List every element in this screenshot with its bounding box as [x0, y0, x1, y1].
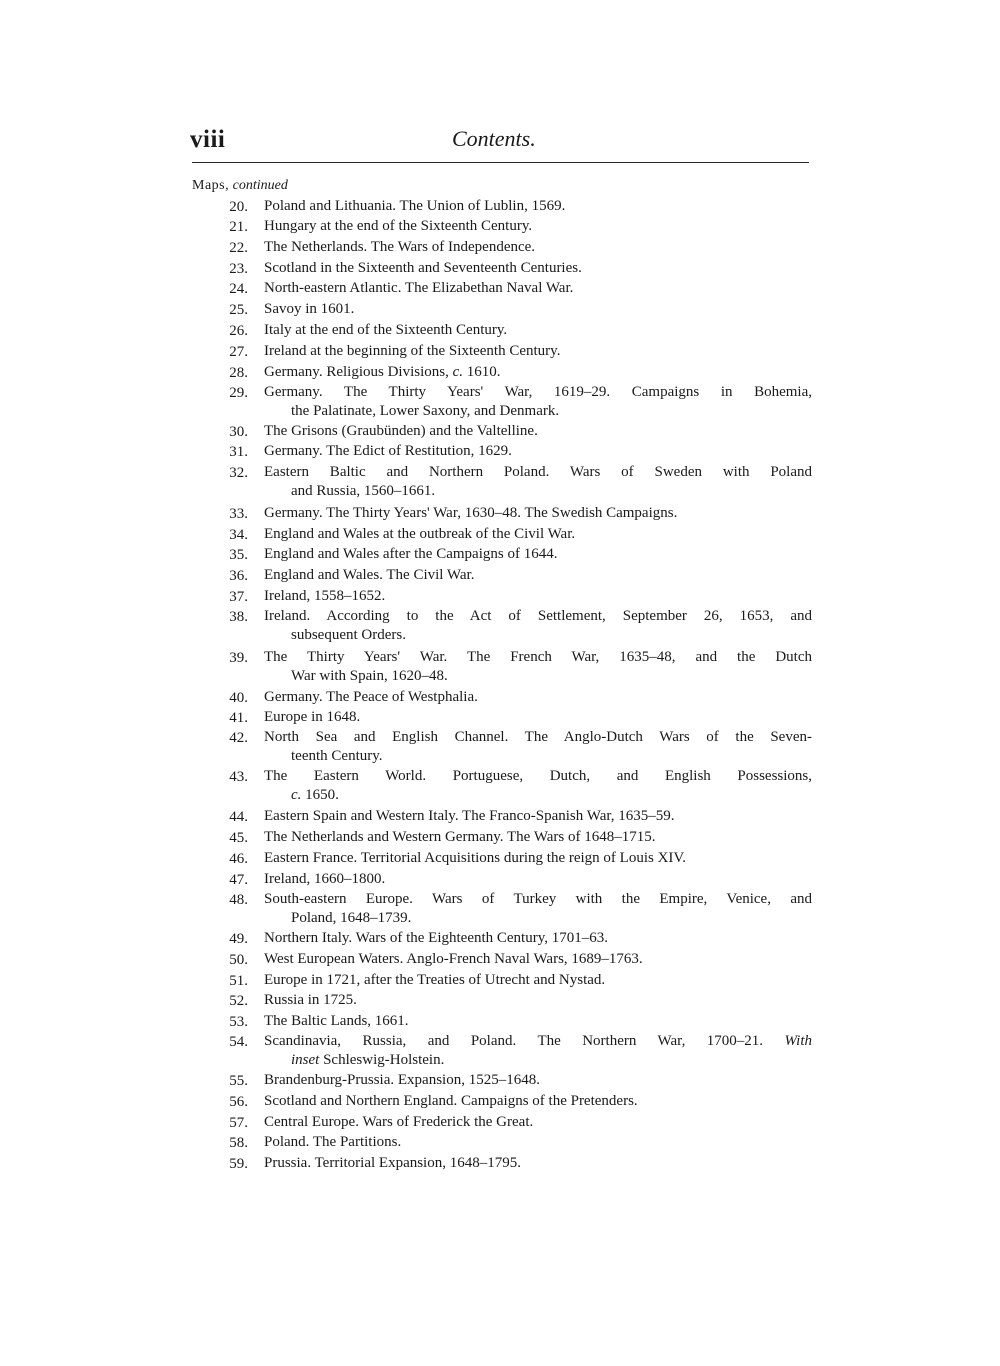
entry-title [264, 807, 812, 826]
entry-line: England and Wales after the Campaigns of 1644. [264, 546, 558, 562]
entry-line: Scandinavia, Russia, and Poland. The Northern War, 1700–21. With [264, 1033, 812, 1049]
entry-line: Prussia. Territorial Expansion, 1648–1795. [264, 1155, 521, 1171]
entry-line: The Grisons (Graubünden) and the Valtelline. [264, 423, 538, 439]
entry-title [264, 648, 812, 686]
entry-title [264, 1032, 812, 1070]
entry-title [264, 1071, 812, 1090]
entry-line: Ireland at the beginning of the Sixteenth Century. [264, 343, 561, 359]
entry-line-part: Germany. Religious Divisions, [264, 364, 453, 380]
entry-number: 48. [229, 892, 248, 908]
entry-line: and Russia, 1560–1661. [291, 483, 436, 499]
entry-title [264, 363, 812, 382]
entry-number: 31. [229, 444, 248, 460]
entry-number: 23. [229, 261, 248, 277]
entry-title [264, 525, 812, 544]
entry-number: 39. [229, 650, 248, 666]
entry-line: inset Schleswig-Holstein. [291, 1052, 445, 1068]
entry-number: 55. [229, 1073, 248, 1089]
entry-title [264, 463, 812, 501]
entry-title [264, 767, 812, 805]
entry-title [264, 545, 812, 564]
entry-number: 24. [229, 281, 248, 297]
entry-title [264, 828, 812, 847]
entry-title [264, 950, 812, 969]
entry-number: 40. [229, 690, 248, 706]
entry-number: 29. [229, 385, 248, 401]
entry-number: 51. [229, 973, 248, 989]
entry-number: 32. [229, 465, 248, 481]
entry-title [264, 708, 812, 727]
entry-title [264, 342, 812, 361]
entry-title [264, 849, 812, 868]
entry-line: Hungary at the end of the Sixteenth Century. [264, 218, 533, 234]
entry-line: Ireland. According to the Act of Settlement, September 26, 1653, and [264, 608, 812, 624]
entry-line: War with Spain, 1620–48. [291, 668, 448, 684]
entry-title [264, 504, 812, 523]
entry-title [264, 238, 812, 257]
entry-line: The Netherlands. The Wars of Independence. [264, 239, 536, 255]
entry-number: 20. [229, 199, 248, 215]
entry-line: Poland and Lithuania. The Union of Lublin, 1569. [264, 198, 566, 214]
entry-line: Northern Italy. Wars of the Eighteenth Century, 1701–63. [264, 930, 608, 946]
section-label-continued: continued [232, 178, 288, 193]
entry-line: The Thirty Years' War. The French War, 1635–48, and the Dutch [264, 649, 812, 665]
entry-line: subsequent Orders. [291, 627, 406, 643]
entry-number: 36. [229, 568, 248, 584]
entry-number: 57. [229, 1115, 248, 1131]
entry-line: Russia in 1725. [264, 992, 357, 1008]
entry-line: Germany. The Thirty Years' War, 1630–48. The Swedish Campaigns. [264, 505, 678, 521]
entry-line: Central Europe. Wars of Frederick the Great. [264, 1114, 534, 1130]
entry-line: England and Wales. The Civil War. [264, 567, 475, 583]
entry-title [264, 442, 812, 461]
entry-line: Eastern France. Territorial Acquisitions during the reign of Louis XIV. [264, 850, 687, 866]
running-title: Contents. [452, 126, 536, 151]
entry-line: England and Wales at the outbreak of the Civil War. [264, 526, 576, 542]
entry-line: The Baltic Lands, 1661. [264, 1013, 409, 1029]
entry-number: 49. [229, 931, 248, 947]
entry-number: 50. [229, 952, 248, 968]
entry-line: Eastern Baltic and Northern Poland. Wars of Sweden with Poland [264, 464, 812, 480]
entry-number: 37. [229, 589, 248, 605]
italic-text: inset [291, 1052, 320, 1068]
entry-number: 27. [229, 344, 248, 360]
entry-title [264, 971, 812, 990]
entry-number: 41. [229, 710, 248, 726]
entry-line: Poland. The Partitions. [264, 1134, 402, 1150]
italic-text: With [784, 1033, 812, 1049]
entry-number: 44. [229, 809, 248, 825]
entry-title [264, 1113, 812, 1132]
entry-title [264, 1133, 812, 1152]
entry-number: 45. [229, 830, 248, 846]
entry-line: Europe in 1721, after the Treaties of Utrecht and Nystad. [264, 972, 606, 988]
entry-number: 26. [229, 323, 248, 339]
entry-number: 25. [229, 302, 248, 318]
entry-number: 43. [229, 769, 248, 785]
entry-line: Germany. The Thirty Years' War, 1619–29. Campaigns in Bohemia, [264, 384, 812, 400]
entry-line: Eastern Spain and Western Italy. The Franco-Spanish War, 1635–59. [264, 808, 675, 824]
entry-title [264, 607, 812, 645]
section-label-maps: Maps, [192, 178, 230, 193]
page-number: viii [190, 126, 226, 153]
entry-title [264, 1012, 812, 1031]
entry-line: Scotland in the Sixteenth and Seventeenth Centuries. [264, 260, 582, 276]
entry-line: Italy at the end of the Sixteenth Century. [264, 322, 508, 338]
entry-line-part: c. [452, 364, 464, 380]
entry-line: c. 1650. [291, 787, 339, 803]
entry-number: 28. [229, 365, 248, 381]
entry-title [264, 259, 812, 278]
entry-line: Ireland, 1660–1800. [264, 871, 386, 887]
entry-line: Brandenburg-Prussia. Expansion, 1525–1648. [264, 1072, 540, 1088]
entry-line: North-eastern Atlantic. The Elizabethan Naval War. [264, 280, 574, 296]
entry-title [264, 870, 812, 889]
entry-number: 33. [229, 506, 248, 522]
entry-line-part: 1610. [463, 364, 501, 380]
entry-title [264, 383, 812, 421]
entry-line: The Eastern World. Portuguese, Dutch, and English Possessions, [264, 768, 812, 784]
entry-title [264, 587, 812, 606]
entry-number: 34. [229, 527, 248, 543]
entry-number: 22. [229, 240, 248, 256]
entry-title [264, 321, 812, 340]
entry-line: Europe in 1648. [264, 709, 361, 725]
entry-title [264, 300, 812, 319]
entry-line [264, 363, 812, 382]
entry-number: 52. [229, 993, 248, 1009]
entry-line: The Netherlands and Western Germany. The Wars of 1648–1715. [264, 829, 656, 845]
entry-line: South-eastern Europe. Wars of Turkey with the Empire, Venice, and [264, 891, 812, 907]
entry-line: Germany. The Edict of Restitution, 1629. [264, 443, 512, 459]
entry-number: 21. [229, 219, 248, 235]
entry-title [264, 929, 812, 948]
entry-line: the Palatinate, Lower Saxony, and Denmark. [291, 403, 560, 419]
entry-number: 59. [229, 1156, 248, 1172]
entry-line: Scotland and Northern England. Campaigns of the Pretenders. [264, 1093, 638, 1109]
entry-number: 56. [229, 1094, 248, 1110]
entry-title [264, 688, 812, 707]
entry-number: 54. [229, 1034, 248, 1050]
entry-number: 35. [229, 547, 248, 563]
entry-title [264, 991, 812, 1010]
entry-title [264, 1154, 812, 1173]
entry-title [264, 197, 812, 216]
entry-number: 46. [229, 851, 248, 867]
entry-number: 53. [229, 1014, 248, 1030]
entry-line: West European Waters. Anglo-French Naval Wars, 1689–1763. [264, 951, 643, 967]
entry-title [264, 217, 812, 236]
entry-number: 42. [229, 730, 248, 746]
entry-title [264, 1092, 812, 1111]
entry-number: 47. [229, 872, 248, 888]
entry-title [264, 422, 812, 441]
entry-title [264, 890, 812, 928]
entry-line: Germany. The Peace of Westphalia. [264, 689, 478, 705]
entry-title [264, 728, 812, 766]
entry-line: Ireland, 1558–1652. [264, 588, 386, 604]
entry-title [264, 566, 812, 585]
entry-number: 30. [229, 424, 248, 440]
entry-title [264, 279, 812, 298]
entry-line: North Sea and English Channel. The Anglo-Dutch Wars of the Seven- [264, 729, 812, 745]
italic-text: c. [291, 787, 302, 803]
entry-number: 38. [229, 609, 248, 625]
entry-line: Savoy in 1601. [264, 301, 355, 317]
entry-line: teenth Century. [291, 748, 383, 764]
entry-line: Poland, 1648–1739. [291, 910, 412, 926]
entry-number: 58. [229, 1135, 248, 1151]
